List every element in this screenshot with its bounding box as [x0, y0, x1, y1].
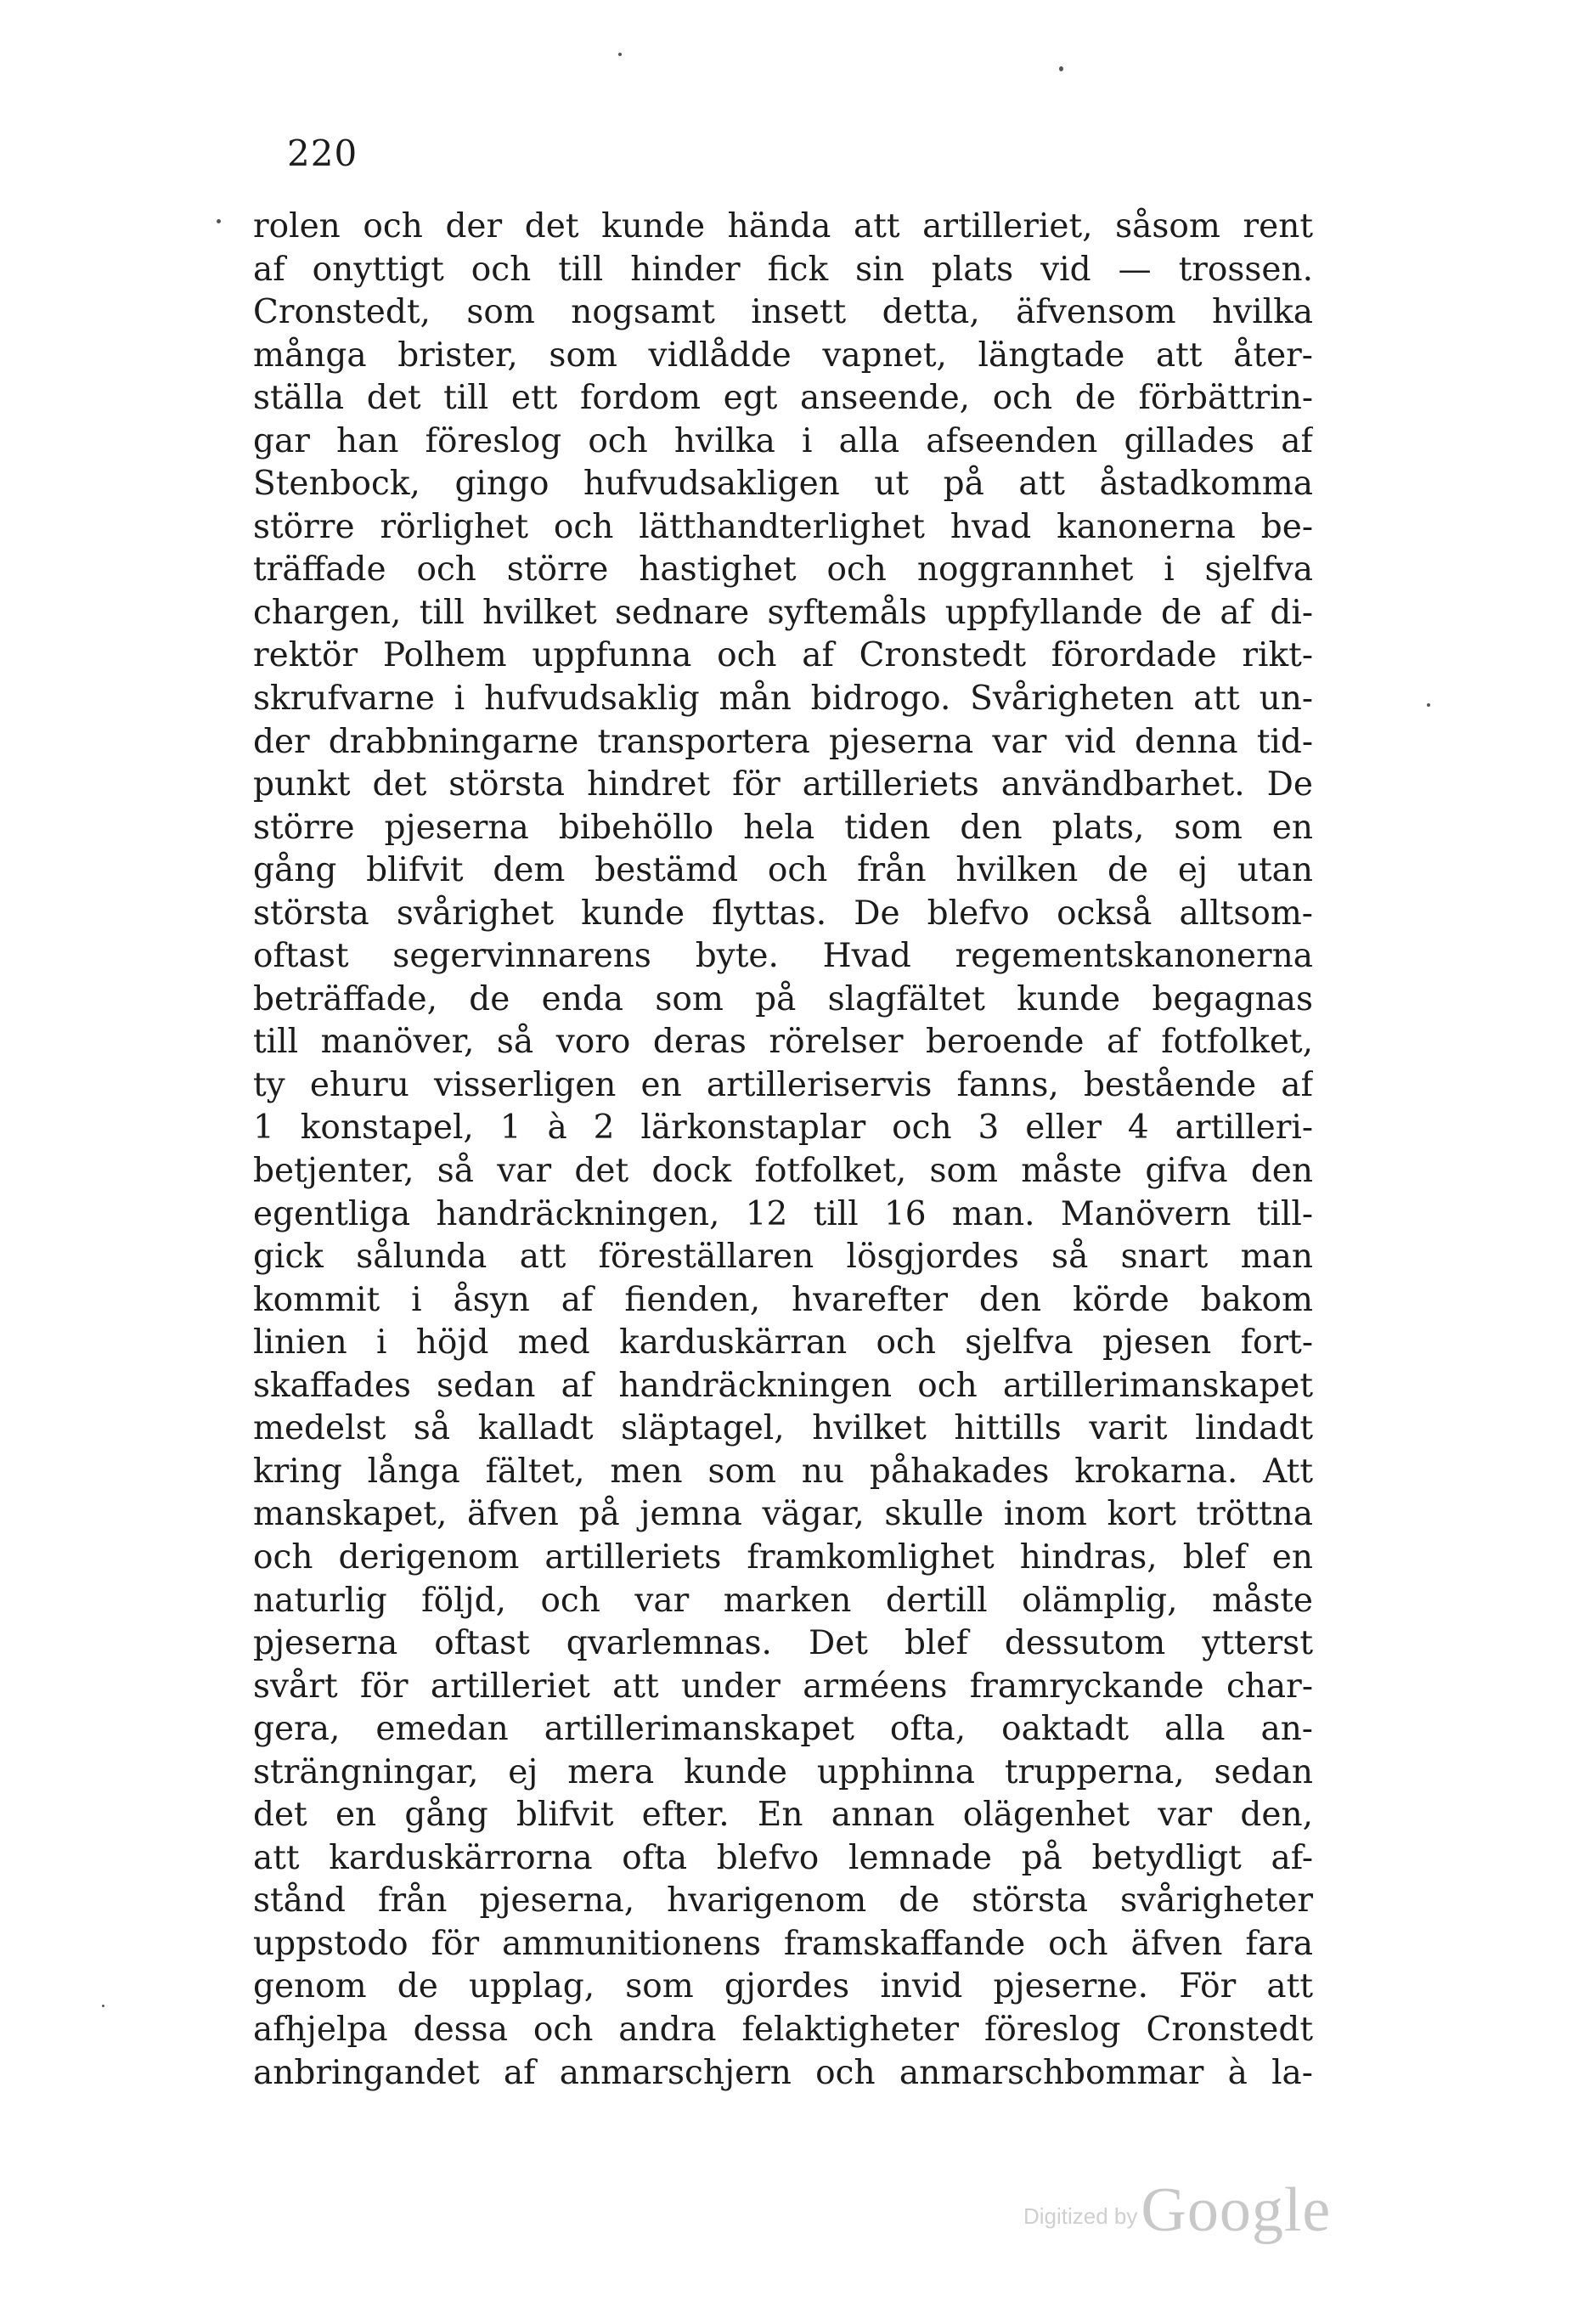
text-line: större rörlighet och lätthandterlighet hvad kanonerna be-	[253, 507, 1313, 546]
text-line: stånd från pjeserna, hvarigenom de största svårigheter	[253, 1881, 1313, 1921]
scan-speck	[618, 53, 622, 56]
text-line: Cronstedt, som nogsamt insett detta, äfvensom hvilka	[253, 293, 1313, 332]
text-line: medelst så kalladt släptagel, hvilket hittills varit lindadt	[253, 1409, 1313, 1448]
text-line: största svårighet kunde flyttas. De blefvo också alltsom-	[253, 894, 1313, 933]
text-line: der drabbningarne transportera pjeserna var vid denna tid-	[253, 722, 1313, 761]
text-line: punkt det största hindret för artilleriets användbarhet. De	[253, 765, 1313, 804]
text-line: många brister, som vidlådde vapnet, längtade att åter-	[253, 336, 1313, 375]
text-line: ställa det till ett fordom egt anseende, och de förbättrin-	[253, 379, 1313, 418]
digitized-by-google-watermark	[1023, 2175, 1331, 2247]
text-line: beträffade, de enda som på slagfältet kunde begagnas	[253, 979, 1313, 1018]
text-line: det en gång blifvit efter. En annan olägenhet var den,	[253, 1796, 1313, 1835]
text-line: skrufvarne i hufvudsaklig mån bidrogo. Svårigheten att un-	[253, 680, 1313, 719]
text-line: rolen och der det kunde hända att artilleriet, såsom rent	[253, 207, 1313, 245]
text-line: strängningar, ej mera kunde upphinna trupperna, sedan	[253, 1752, 1313, 1791]
text-line: af onyttigt och till hinder fick sin plats vid — trossen.	[253, 250, 1313, 289]
text-line: manskapet, äfven på jemna vägar, skulle inom kort tröttna	[253, 1495, 1313, 1534]
google-logo: Google	[1141, 2175, 1332, 2245]
text-line: chargen, till hvilket sednare syftemåls uppfyllande de af di-	[253, 593, 1313, 632]
text-line: oftast segervinnarens byte. Hvad regementskanonerna	[253, 937, 1313, 976]
text-line: uppstodo för ammunitionens framskaffande och äfven fara	[253, 1924, 1313, 1963]
text-line: gick sålunda att föreställaren lösgjordes så snart man	[253, 1238, 1313, 1277]
text-line: anbringandet af anmarschjern och anmarschbommar à la-	[253, 2053, 1313, 2092]
text-line: Stenbock, gingo hufvudsakligen ut på att åstadkomma	[253, 465, 1313, 504]
text-line: rektör Polhem uppfunna och af Cronstedt förordade rikt-	[253, 636, 1313, 675]
text-line: 1 konstapel, 1 à 2 lärkonstaplar och 3 eller 4 artilleri-	[253, 1108, 1313, 1148]
scan-speck	[102, 2005, 104, 2007]
text-line: att karduskärrorna ofta blefvo lemnade på betydligt af-	[253, 1838, 1313, 1877]
text-line: gång blifvit dem bestämd och från hvilken de ej utan	[253, 851, 1313, 890]
text-line: gar han föreslog och hvilka i alla afseenden gillades af	[253, 421, 1313, 460]
text-line: pjeserna oftast qvarlemnas. Det blef dessutom ytterst	[253, 1624, 1313, 1663]
text-line: kommit i åsyn af fienden, hvarefter den körde bakom	[253, 1280, 1313, 1319]
text-line: genom de upplag, som gjordes invid pjeserne. För att	[253, 1967, 1313, 2006]
text-line: betjenter, så var det dock fotfolket, som måste gifva den	[253, 1152, 1313, 1191]
text-line: skaffades sedan af handräckningen och artillerimanskapet	[253, 1366, 1313, 1405]
page-number: 220	[287, 133, 358, 174]
text-line: naturlig följd, och var marken dertill olämplig, måste	[253, 1581, 1313, 1620]
body-text	[253, 206, 1313, 2095]
watermark-prefix: Digitized by	[1023, 2203, 1138, 2229]
scan-speck	[217, 219, 221, 223]
text-line: egentliga handräckningen, 12 till 16 man. Manövern till-	[253, 1194, 1313, 1233]
text-line: linien i höjd med karduskärran och sjelfva pjesen fort-	[253, 1323, 1313, 1362]
text-line: ty ehuru visserligen en artilleriservis fanns, bestående af	[253, 1065, 1313, 1104]
scan-speck	[1427, 703, 1430, 707]
text-line: svårt för artilleriet att under arméens framryckande char-	[253, 1667, 1313, 1706]
text-line: och derigenom artilleriets framkomlighet hindras, blef en	[253, 1537, 1313, 1577]
text-line: till manöver, så voro deras rörelser beroende af fotfolket,	[253, 1023, 1313, 1062]
scan-speck	[1059, 66, 1063, 71]
text-line: större pjeserna bibehöllo hela tiden den plats, som en	[253, 808, 1313, 847]
text-line: gera, emedan artillerimanskapet ofta, oaktadt alla an-	[253, 1710, 1313, 1749]
text-line: kring långa fältet, men som nu påhakades krokarna. Att	[253, 1452, 1313, 1491]
text-line: afhjelpa dessa och andra felaktigheter föreslog Cronstedt	[253, 2010, 1313, 2049]
text-line: träffade och större hastighet och noggrannhet i sjelfva	[253, 550, 1313, 589]
